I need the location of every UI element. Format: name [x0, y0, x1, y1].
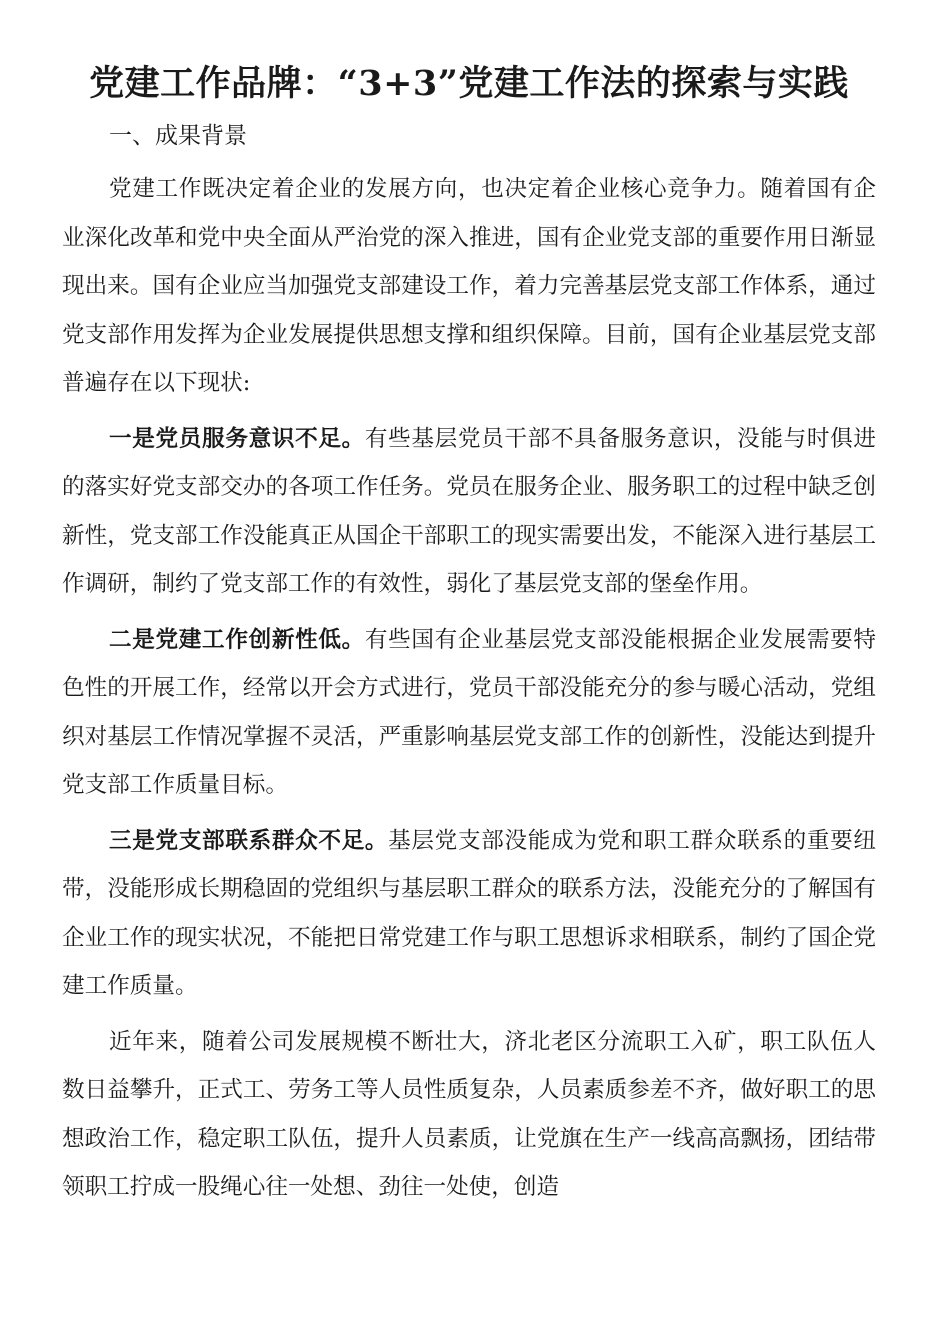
point-lead-2: 二是党建工作创新性低。	[109, 626, 365, 653]
point-text-3: 基层党支部没能成为党和职工群众联系的重要纽带，没能形成长期稳固的党组织与基层职工群众的联系方法，没能充分的了解国有企业工作的现实状况，不能把日常党建工作与职工思想诉求相联系，制约了国企党建工作质量。	[62, 827, 877, 999]
point-text-2: 有些国有企业基层党支部没能根据企业发展需要特色性的开展工作，经常以开会方式进行，党员干部没能充分的参与暖心活动，党组织对基层工作情况掌握不灵活，严重影响基层党支部工作的创新性，没能达到提升党支部工作质量目标。	[62, 626, 877, 798]
intro-paragraph: 党建工作既决定着企业的发展方向，也决定着企业核心竞争力。随着国有企业深化改革和党中央全面从严治党的深入推进，国有企业党支部的重要作用日渐显现出来。国有企业应当加强党支部建设工作，着力完善基层党支部工作体系，通过党支部作用发挥为企业发展提供思想支撑和组织保障。目前，国有企业基层党支部普遍存在以下现状:	[62, 176, 876, 396]
point-lead-3: 三是党支部联系群众不足。	[109, 827, 389, 854]
point-text-1: 有些基层党员干部不具备服务意识，没能与时俱进的落实好党支部交办的各项工作任务。党员在服务企业、服务职工的过程中缺乏创新性，党支部工作没能真正从国企干部职工的现实需要出发，不能深入进行基层工作调研，制约了党支部工作的有效性，弱化了基层党支部的堡垒作用。	[62, 425, 877, 597]
closing-paragraph: 近年来，随着公司发展规模不断壮大，济北老区分流职工入矿，职工队伍人数日益攀升，正式工、劳务工等人员性质复杂，人员素质参差不齐，做好职工的思想政治工作，稳定职工队伍，提升人员素质，让党旗在生产一线高高飘扬，团结带领职工拧成一股绳心往一处想、劲往一处使，创造	[62, 1028, 876, 1200]
document-title: 党建工作品牌：“3+3”党建工作法的探索与实践	[89, 63, 849, 104]
document-page	[62, 58, 876, 1212]
section-heading: 一、成果背景	[109, 123, 247, 149]
point-paragraph-1	[62, 415, 876, 609]
point-lead-1: 一是党员服务意识不足。	[109, 425, 365, 452]
point-paragraph-3	[62, 817, 876, 1011]
point-paragraph-2	[62, 616, 876, 810]
